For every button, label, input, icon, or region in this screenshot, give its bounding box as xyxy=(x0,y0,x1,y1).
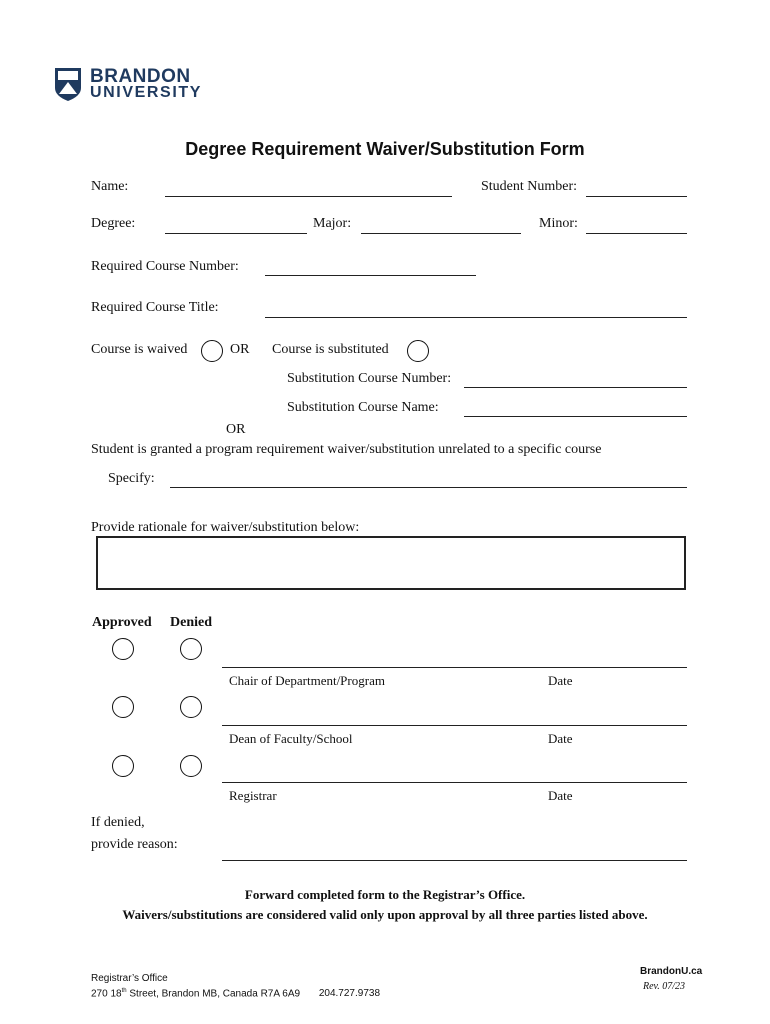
footer-office: Registrar’s Office xyxy=(91,973,168,984)
registrar-denied-radio[interactable] xyxy=(180,755,202,777)
major-label: Major: xyxy=(313,216,352,231)
registrar-role-label: Registrar xyxy=(229,788,277,803)
footer-address-prefix: 270 18 xyxy=(91,988,122,1000)
rationale-textbox[interactable] xyxy=(96,536,686,590)
registrar-signature-line[interactable] xyxy=(222,782,687,783)
page-title: Degree Requirement Waiver/Substitution Form xyxy=(185,139,585,159)
university-logo xyxy=(53,66,203,106)
course-substituted-radio[interactable] xyxy=(407,340,429,362)
required-course-number-field[interactable] xyxy=(265,275,476,276)
major-field[interactable] xyxy=(361,233,521,234)
course-waived-radio[interactable] xyxy=(201,340,223,362)
footer-address-suffix: Street, Brandon MB, Canada R7A 6A9 xyxy=(126,988,301,1000)
substitution-course-name-field[interactable] xyxy=(464,416,687,417)
chair-signature-line[interactable] xyxy=(222,667,687,668)
required-course-title-field[interactable] xyxy=(265,317,687,318)
footer-address xyxy=(91,988,380,999)
substitution-course-number-field[interactable] xyxy=(464,387,687,388)
dean-denied-radio[interactable] xyxy=(180,696,202,718)
validity-note: Waivers/substitutions are considered valid only upon approval by all three parties listed above. xyxy=(122,907,648,922)
registrar-date-label: Date xyxy=(548,788,573,803)
footer-phone: 204.727.9738 xyxy=(318,988,380,1000)
footer-address-sup: th xyxy=(121,988,127,994)
program-waiver-label: Student is granted a program requirement waiver/substitution unrelated to a specific course xyxy=(91,442,602,457)
required-course-title-label: Required Course Title: xyxy=(91,300,219,315)
denied-reason-label-2: provide reason: xyxy=(91,837,178,852)
rationale-label: Provide rationale for waiver/substitution below: xyxy=(91,520,360,535)
substitution-course-name-label: Substitution Course Name: xyxy=(287,400,439,415)
approved-header: Approved xyxy=(92,615,152,630)
footer-website[interactable]: BrandonU.ca xyxy=(640,966,703,977)
chair-approved-radio[interactable] xyxy=(112,638,134,660)
name-field[interactable] xyxy=(165,196,452,197)
forward-note: Forward completed form to the Registrar’s Office. xyxy=(244,887,526,902)
chair-role-label: Chair of Department/Program xyxy=(229,673,385,688)
university-crest-icon xyxy=(53,66,83,102)
student-number-field[interactable] xyxy=(586,196,687,197)
footer-revision: Rev. 07/23 xyxy=(643,981,686,992)
minor-field[interactable] xyxy=(586,233,687,234)
dean-approved-radio[interactable] xyxy=(112,696,134,718)
or-label: OR xyxy=(230,342,250,357)
registrar-approved-radio[interactable] xyxy=(112,755,134,777)
substitution-course-number-label: Substitution Course Number: xyxy=(287,371,452,386)
minor-label: Minor: xyxy=(539,216,578,231)
degree-field[interactable] xyxy=(165,233,307,234)
course-substituted-label: Course is substituted xyxy=(272,342,389,357)
specify-label: Specify: xyxy=(108,471,155,486)
logo-line2: UNIVERSITY xyxy=(90,84,203,101)
denied-header: Denied xyxy=(170,615,212,630)
student-number-label: Student Number: xyxy=(481,179,578,194)
name-label: Name: xyxy=(91,179,129,194)
chair-denied-radio[interactable] xyxy=(180,638,202,660)
chair-date-label: Date xyxy=(548,673,573,688)
denied-reason-field[interactable] xyxy=(222,860,687,861)
required-course-number-label: Required Course Number: xyxy=(91,259,239,274)
denied-reason-label-1: If denied, xyxy=(91,815,145,830)
or-label-2: OR xyxy=(226,422,246,437)
logo-line1: BRANDON xyxy=(90,66,191,87)
dean-role-label: Dean of Faculty/School xyxy=(229,731,353,746)
course-waived-label: Course is waived xyxy=(91,342,188,357)
specify-field[interactable] xyxy=(170,487,687,488)
dean-date-label: Date xyxy=(548,731,573,746)
degree-label: Degree: xyxy=(91,216,136,231)
dean-signature-line[interactable] xyxy=(222,725,687,726)
